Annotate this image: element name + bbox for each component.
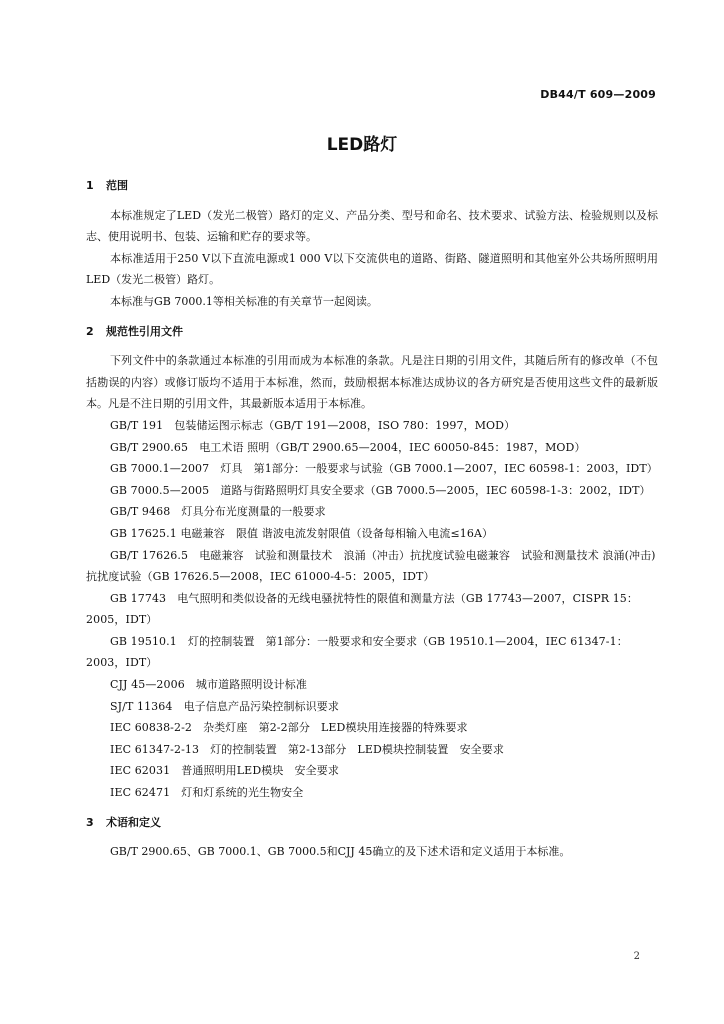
section-title: 规范性引用文件 [106, 324, 183, 338]
reference-item: GB/T 191 包装储运图示标志（GB/T 191—2008，ISO 780：1997，MOD） [110, 418, 516, 432]
standard-code: DB44/T 609—2009 [540, 88, 656, 101]
paragraph: 本标准与GB 7000.1等相关标准的有关章节一起阅读。 [110, 294, 378, 308]
reference-item: SJ/T 11364 电子信息产品污染控制标识要求 [110, 699, 339, 713]
document-title: LED路灯 [326, 135, 398, 155]
document-body [86, 175, 658, 863]
section-title: 范围 [106, 179, 128, 192]
paragraph: 下列文件中的条款通过本标准的引用而成为本标准的条款。凡是注日期的引用文件，其随后所有的修改单（不包括勘误的内容）或修订版均不适用于本标准，然而，鼓励根据本标准达成协议的各方研究是否使用这些文件的最新版本。凡是不注日期的引用文件，其最新版本适用于本标准。 [86, 354, 658, 411]
reference-item: GB 19510.1 灯的控制装置 第1部分：一般要求和安全要求（GB 19510.1—2004，IEC 61347-1：2003，IDT） [86, 634, 628, 670]
paragraph: 本标准适用于250 V以下直流电源或1 000 V以下交流供电的道路、街路、隧道照明和其他室外公共场所照明用LED（发光二极管）路灯。 [86, 251, 658, 287]
section-heading-normative-references [86, 321, 658, 343]
reference-item: GB/T 17626.5 电磁兼容 试验和测量技术 浪涌（冲击）抗扰度试验电磁兼容 试验和测量技术 浪涌(冲击)抗扰度试验（GB 17626.5—2008，IEC 61000-4-5：2005，IDT） [86, 548, 656, 584]
section-number: 2 [86, 324, 94, 338]
section-heading-scope [86, 175, 658, 197]
paragraph: GB/T 2900.65、GB 7000.1、GB 7000.5和CJJ 45确立的及下述术语和定义适用于本标准。 [110, 845, 571, 859]
paragraph: 本标准规定了LED（发光二极管）路灯的定义、产品分类、型号和命名、技术要求、试验方法、检验规则以及标志、使用说明书、包装、运输和贮存的要求等。 [86, 208, 658, 244]
reference-item: GB 7000.5—2005 道路与街路照明灯具安全要求（GB 7000.5—2005，IEC 60598-1-3：2002，IDT） [110, 483, 651, 497]
reference-item: GB 7000.1—2007 灯具 第1部分：一般要求与试验（GB 7000.1—2007，IEC 60598-1：2003，IDT） [110, 462, 658, 476]
page-number: 2 [633, 951, 640, 962]
reference-item: GB/T 9468 灯具分布光度测量的一般要求 [110, 505, 326, 519]
section-number: 3 [86, 815, 94, 829]
section-number: 1 [86, 179, 94, 192]
section-heading-terms-and-definitions [86, 812, 658, 834]
reference-item: GB 17625.1 电磁兼容 限值 谐波电流发射限值（设备每相输入电流≤16A） [110, 526, 494, 540]
reference-item: IEC 62471 灯和灯系统的光生物安全 [110, 786, 304, 800]
section-title: 术语和定义 [106, 815, 161, 829]
reference-item: IEC 62031 普通照明用LED模块 安全要求 [110, 764, 339, 778]
reference-item: IEC 61347-2-13 灯的控制装置 第2-13部分 LED模块控制装置 安全要求 [110, 742, 504, 756]
reference-item: GB 17743 电气照明和类似设备的无线电骚扰特性的限值和测量方法（GB 17743—2007，CISPR 15：2005，IDT） [86, 591, 638, 627]
reference-item: IEC 60838-2-2 杂类灯座 第2-2部分 LED模块用连接器的特殊要求 [110, 721, 468, 735]
reference-item: GB/T 2900.65 电工术语 照明（GB/T 2900.65—2004，IEC 60050-845：1987，MOD） [110, 440, 586, 454]
reference-item: CJJ 45—2006 城市道路照明设计标准 [110, 678, 307, 692]
